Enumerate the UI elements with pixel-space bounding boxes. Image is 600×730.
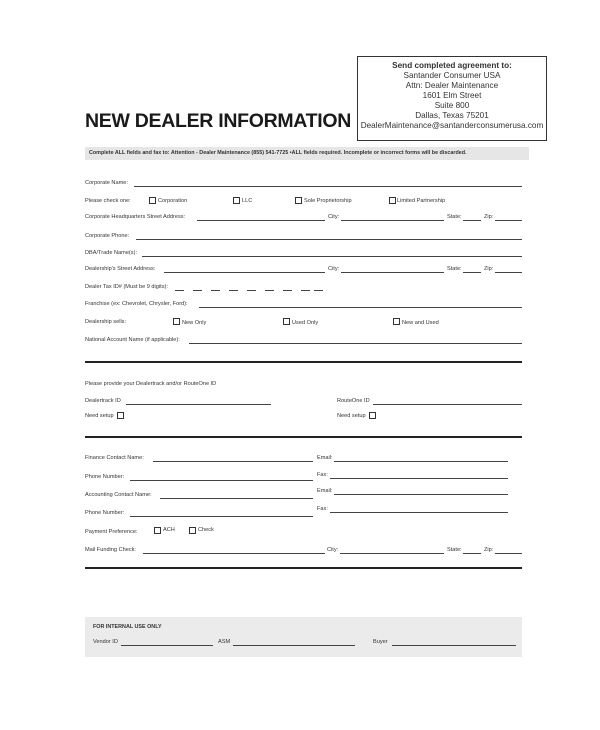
street-address-field[interactable] — [164, 272, 325, 273]
used-only-checkbox[interactable] — [283, 318, 290, 325]
tax-id-digit[interactable] — [211, 290, 220, 291]
mail-city-label: City: — [327, 547, 339, 553]
tax-id-digit[interactable] — [193, 290, 202, 291]
limited-partnership-label: Limited Partnership — [397, 198, 446, 204]
finance-contact-field[interactable] — [153, 461, 313, 462]
mail-zip-field[interactable] — [495, 553, 522, 554]
mail-funding-label: Mail Funding Check: — [85, 547, 136, 553]
hq-city-field[interactable] — [341, 220, 444, 221]
finance-email-label: Email: — [317, 455, 333, 461]
section-divider — [85, 436, 522, 438]
tax-id-digit[interactable] — [283, 290, 292, 291]
instructions-banner: Complete ALL fields and fax to: Attention - Dealer Maintenance (855) 541-7725 •ALL fields required. Incomplete or incorrect forms will be discarded. — [85, 147, 529, 160]
dba-field[interactable] — [142, 256, 522, 257]
new-and-used-checkbox[interactable] — [393, 318, 400, 325]
llc-checkbox[interactable] — [233, 197, 240, 204]
corporate-phone-label: Corporate Phone: — [85, 233, 130, 239]
hq-address-label: Corporate Headquarters Street Address: — [85, 214, 186, 220]
send-to-box — [357, 56, 547, 141]
internal-use-header: FOR INTERNAL USE ONLY — [93, 624, 162, 630]
accounting-fax-field[interactable] — [330, 512, 508, 513]
finance-contact-label: Finance Contact Name: — [85, 455, 144, 461]
buyer-label: Buyer — [373, 639, 388, 645]
corporate-name-label: Corporate Name: — [85, 180, 128, 186]
mail-zip-label: Zip: — [484, 547, 494, 553]
mail-state-label: State: — [447, 547, 462, 553]
send-to-attn: Attn: Dealer Maintenance — [405, 81, 499, 90]
accounting-phone-field[interactable] — [130, 516, 313, 517]
limited-partnership-checkbox[interactable] — [389, 197, 396, 204]
dealertrack-id-label: Dealertrack ID — [85, 398, 121, 404]
dealer-zip-field[interactable] — [495, 272, 522, 273]
used-only-label: Used Only — [292, 320, 319, 326]
national-account-field[interactable] — [189, 343, 522, 344]
street-address-label: Dealership's Street Address: — [85, 266, 156, 272]
hq-zip-label: Zip: — [484, 214, 494, 220]
send-to-email: DealerMaintenance@santanderconsumerusa.com — [360, 121, 544, 130]
tax-id-digit[interactable] — [265, 290, 274, 291]
routeone-id-field[interactable] — [373, 404, 522, 405]
dealertrack-need-setup-checkbox[interactable] — [117, 412, 124, 419]
mail-funding-field[interactable] — [143, 553, 325, 554]
accounting-phone-label: Phone Number: — [85, 510, 125, 516]
finance-email-field[interactable] — [334, 461, 508, 462]
dealer-city-field[interactable] — [341, 272, 444, 273]
tax-id-digit[interactable] — [314, 290, 323, 291]
routeone-need-setup-checkbox[interactable] — [369, 412, 376, 419]
new-only-checkbox[interactable] — [173, 318, 180, 325]
corporation-label: Corporation — [158, 198, 188, 204]
llc-label: LLC — [242, 198, 253, 204]
hq-zip-field[interactable] — [495, 220, 522, 221]
finance-fax-label: Fax: — [317, 472, 328, 478]
send-to-suite: Suite 800 — [434, 101, 470, 110]
corporate-name-field[interactable] — [134, 186, 522, 187]
section-divider — [85, 361, 522, 363]
send-to-city: Dallas, Texas 75201 — [415, 111, 489, 120]
hq-address-field[interactable] — [197, 220, 325, 221]
dba-label: DBA/Trade Name(s): — [85, 250, 138, 256]
check-checkbox[interactable] — [189, 527, 196, 534]
dealer-zip-label: Zip: — [484, 266, 494, 272]
hq-state-label: State: — [447, 214, 462, 220]
send-to-street: 1601 Elm Street — [422, 91, 482, 100]
finance-phone-label: Phone Number: — [85, 474, 125, 480]
section-divider — [85, 567, 522, 569]
send-to-company: Santander Consumer USA — [403, 71, 501, 80]
hq-city-label: City: — [328, 214, 340, 220]
buyer-field[interactable] — [392, 645, 516, 646]
accounting-contact-label: Accounting Contact Name: — [85, 492, 152, 498]
national-account-label: National Account Name (if applicable): — [85, 337, 180, 343]
mail-city-field[interactable] — [340, 553, 444, 554]
page-title: NEW DEALER INFORMATION — [85, 110, 352, 132]
new-and-used-label: New and Used — [402, 320, 439, 326]
sole-proprietorship-checkbox[interactable] — [295, 197, 302, 204]
asm-field[interactable] — [233, 645, 355, 646]
franchise-label: Franchise (ex: Chevrolet, Chrysler, Ford): — [85, 301, 188, 307]
corporation-checkbox[interactable] — [149, 197, 156, 204]
franchise-field[interactable] — [199, 307, 522, 308]
accounting-email-field[interactable] — [334, 494, 508, 495]
send-to-header: Send completed agreement to: — [392, 61, 512, 70]
dealer-state-label: State: — [447, 266, 462, 272]
tax-id-digit[interactable] — [247, 290, 256, 291]
payment-preference-label: Payment Preference: — [85, 529, 138, 535]
routeone-id-label: RouteOne ID — [337, 398, 370, 404]
routeone-need-setup-label: Need setup — [337, 413, 366, 419]
mail-state-field[interactable] — [463, 553, 481, 554]
dealertrack-id-field[interactable] — [126, 404, 271, 405]
dealertrack-need-setup-label: Need setup — [85, 413, 114, 419]
tax-id-digit[interactable] — [175, 290, 184, 291]
tax-id-label: Dealer Tax ID# (Must be 9 digits): — [85, 284, 168, 290]
ach-label: ACH — [163, 527, 175, 533]
tax-id-digit[interactable] — [301, 290, 310, 291]
vendor-id-field[interactable] — [121, 645, 213, 646]
accounting-email-label: Email: — [317, 488, 333, 494]
vendor-id-label: Vendor ID — [93, 639, 118, 645]
dealer-city-label: City: — [328, 266, 340, 272]
finance-fax-field[interactable] — [330, 478, 508, 479]
accounting-contact-field[interactable] — [160, 498, 313, 499]
hq-state-field[interactable] — [463, 220, 481, 221]
entity-type-label: Please check one: — [85, 198, 131, 204]
check-label: Check — [198, 527, 214, 533]
internal-use-panel — [85, 617, 522, 657]
dealer-id-prompt: Please provide your Dealertrack and/or RouteOne ID — [85, 381, 217, 387]
asm-label: ASM — [218, 639, 231, 645]
corporate-phone-field[interactable] — [136, 239, 522, 240]
ach-checkbox[interactable] — [154, 527, 161, 534]
tax-id-digit[interactable] — [229, 290, 238, 291]
dealership-sells-label: Dealership sells: — [85, 319, 127, 325]
accounting-fax-label: Fax: — [317, 506, 328, 512]
sole-proprietorship-label: Sole Proprietorship — [304, 198, 352, 204]
new-only-label: New Only — [182, 320, 207, 326]
dealer-state-field[interactable] — [463, 272, 481, 273]
finance-phone-field[interactable] — [130, 480, 313, 481]
